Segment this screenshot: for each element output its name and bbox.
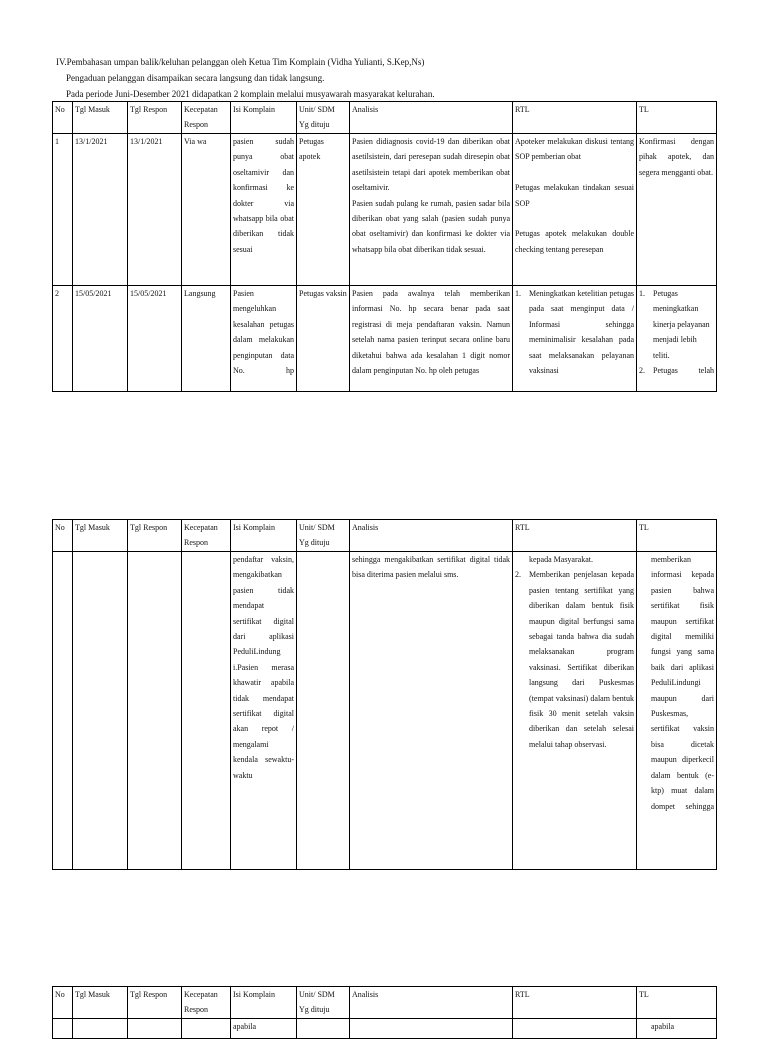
- header-rtl: RTL: [513, 987, 637, 1019]
- header-kecepatan-respon: Kecepatan Respon: [182, 520, 231, 552]
- header-tgl-masuk: Tgl Masuk: [73, 520, 128, 552]
- list-item: [515, 552, 634, 567]
- header-row: [53, 987, 717, 1019]
- list-text: kepada Masyarakat.: [529, 555, 593, 564]
- cell-rtl: Apoteker melakukan diskusi tentang SOP pemberian obat Petugas melakukan tindakan sesuai SOP Petugas apotek melakukan double checking tentang peresepan: [513, 134, 637, 286]
- header-tl: TL: [637, 987, 717, 1019]
- cell-tgl-respon: [128, 1019, 182, 1039]
- header-no: No: [53, 987, 73, 1019]
- section-heading: IV.Pembahasan umpan balik/keluhan pelanggan oleh Ketua Tim Komplain (Vidha Yulianti, S.Kep,Ns): [56, 57, 425, 67]
- cell-tgl-masuk: 13/1/2021: [73, 134, 128, 286]
- cell-analisis: Pasien pada awalnya telah memberikan informasi No. hp secara benar pada saat registrasi di meja pendaftaran vaksin. Namun setelah nama pasien terinput secara online baru diketahui bahwa ada kesalahan 1 digit nomor dalam penginputan No. hp oleh petugas: [350, 286, 513, 392]
- cell-isi-komplain: pendaftar vaksin, mengakibatkan pasien tidak mendapat sertifikat digital dari aplikasi PeduliLindung i.Pasien merasa khawatir apabila tidak mendapat sertifikat digital akan repot / mengalami kendala sewaktu-waktu: [231, 552, 297, 870]
- cell-isi-komplain: pasien sudah punya obat oseltamivir dan konfirmasi ke dokter via whatsapp bila obat diberikan tidak sesuai: [231, 134, 297, 286]
- list-number: 2.: [639, 366, 645, 376]
- header-tgl-masuk: Tgl Masuk: [73, 987, 128, 1019]
- cell-tgl-respon: 13/1/2021: [128, 134, 182, 286]
- header-analisis: Analisis: [350, 987, 513, 1019]
- cell-tl: memberikan informasi kepada pasien bahwa sertifikat fisik maupun sertifikat digital memiliki fungsi yang sama baik dari aplikasi PeduliLindungi maupun dari Puskesmas, sertifikat vaksin bisa dicetak maupun diperkecil dalam bentuk (e-ktp) muat dalam dompet sehingga: [637, 552, 717, 870]
- list-text: Meningkatkan ketelitian petugas pada saat menginput data / Informasi sehingga meminimalisir kesalahan pada saat melaksanakan pelayanan vaksinasi: [529, 289, 634, 376]
- cell-tl: apabila: [637, 1019, 717, 1039]
- list-text: Petugas telah: [653, 366, 714, 376]
- cell-tgl-masuk: 15/05/2021: [73, 286, 128, 392]
- list-item: [639, 363, 714, 378]
- list-number: 1.: [639, 289, 645, 298]
- complaint-table-page-3: [52, 986, 717, 1039]
- cell-kecepatan: Langsung: [182, 286, 231, 392]
- list-item: [639, 286, 714, 363]
- table-row: [53, 1019, 717, 1039]
- header-tgl-respon: Tgl Respon: [128, 520, 182, 552]
- cell-unit: Petugas apotek: [297, 134, 350, 286]
- rtl-list: [515, 286, 634, 378]
- header-tl: TL: [637, 520, 717, 552]
- cell-analisis: Pasien didiagnosis covid-19 dan diberikan obat asetilsistein, dari peresepan sudah diresepin obat asetilsistein tetapi dari apotek memberikan obat oseltamivir. Pasien sudah pulang ke rumah, pasien sadar bila diberikan obat yang salah (pasien sudah punya obat oseltamivir) dan konfirmasi ke dokter via whatsapp bila obat diberikan tidak sesuai.: [350, 134, 513, 286]
- header-row: [53, 520, 717, 552]
- cell-tl: Konfirmasi dengan pihak apotek, dan segera mengganti obat.: [637, 134, 717, 286]
- header-analisis: Analisis: [350, 102, 513, 134]
- header-no: No: [53, 520, 73, 552]
- header-isi-komplain: Isi Komplain: [231, 987, 297, 1019]
- header-unit-sdm: Unit/ SDM Yg dituju: [297, 987, 350, 1019]
- header-tl: TL: [637, 102, 717, 134]
- cell-tl: [637, 286, 717, 392]
- cell-no: [53, 552, 73, 870]
- rtl-list: [515, 552, 634, 752]
- intro-block: [56, 54, 736, 102]
- cell-rtl: [513, 286, 637, 392]
- table-row: [53, 286, 717, 392]
- header-no: No: [53, 102, 73, 134]
- intro-line-1: Pengaduan pelanggan disampaikan secara langsung dan tidak langsung.: [66, 73, 325, 83]
- cell-rtl: [513, 1019, 637, 1039]
- cell-analisis: [350, 1019, 513, 1039]
- cell-tgl-respon: 15/05/2021: [128, 286, 182, 392]
- list-number: 1.: [515, 289, 521, 298]
- cell-kecepatan: [182, 1019, 231, 1039]
- header-isi-komplain: Isi Komplain: [231, 520, 297, 552]
- list-item: [515, 567, 634, 752]
- header-kecepatan-respon: Kecepatan Respon: [182, 102, 231, 134]
- complaint-table-page-2: [52, 519, 717, 870]
- cell-unit: [297, 1019, 350, 1039]
- cell-unit: [297, 552, 350, 870]
- header-rtl: RTL: [513, 102, 637, 134]
- header-kecepatan-respon: Kecepatan Respon: [182, 987, 231, 1019]
- cell-tgl-masuk: [73, 1019, 128, 1039]
- table-row: [53, 552, 717, 870]
- cell-no: [53, 1019, 73, 1039]
- cell-no: 1: [53, 134, 73, 286]
- cell-isi-komplain: Pasien mengeluhkan kesalahan petugas dalam melakukan penginputan data No. hp: [231, 286, 297, 392]
- list-number: [515, 552, 529, 567]
- list-text: Memberikan penjelasan kepada pasien tentang sertifikat yang diberikan dalam bentuk fisik maupun digital berfungsi sama sebagai tanda bahwa dia sudah melaksanakan program vaksinasi. Sertifikat diberikan langsung dari Puskesmas (tempat vaksinasi) dalam bentuk fisik 30 menit setelah vaksin diberikan dan setelah selesai melalui tahap observasi.: [529, 570, 634, 749]
- cell-kecepatan: [182, 552, 231, 870]
- header-rtl: RTL: [513, 520, 637, 552]
- header-tgl-respon: Tgl Respon: [128, 102, 182, 134]
- intro-line-2: Pada periode Juni-Desember 2021 didapatkan 2 komplain melalui musyawarah masyarakat kelurahan.: [66, 89, 435, 99]
- header-unit-sdm: Unit/ SDM Yg dituju: [297, 520, 350, 552]
- cell-kecepatan: Via wa: [182, 134, 231, 286]
- cell-tgl-masuk: [73, 552, 128, 870]
- list-text: Petugas meningkatkan kinerja pelayanan menjadi lebih teliti.: [653, 289, 710, 360]
- header-row: [53, 102, 717, 134]
- cell-isi-komplain: apabila: [231, 1019, 297, 1039]
- header-analisis: Analisis: [350, 520, 513, 552]
- list-number: 2.: [515, 570, 521, 580]
- header-tgl-respon: Tgl Respon: [128, 987, 182, 1019]
- tl-list: [639, 286, 714, 378]
- header-isi-komplain: Isi Komplain: [231, 102, 297, 134]
- header-tgl-masuk: Tgl Masuk: [73, 102, 128, 134]
- list-item: [515, 286, 634, 378]
- cell-analisis: sehingga mengakibatkan sertifikat digital tidak bisa diterima pasien melalui sms.: [350, 552, 513, 870]
- cell-no: 2: [53, 286, 73, 392]
- cell-tgl-respon: [128, 552, 182, 870]
- header-unit-sdm: Unit/ SDM Yg dituju: [297, 102, 350, 134]
- complaint-table-page-1: [52, 101, 717, 392]
- cell-unit: Petugas vaksin: [297, 286, 350, 392]
- table-row: [53, 134, 717, 286]
- cell-rtl: [513, 552, 637, 870]
